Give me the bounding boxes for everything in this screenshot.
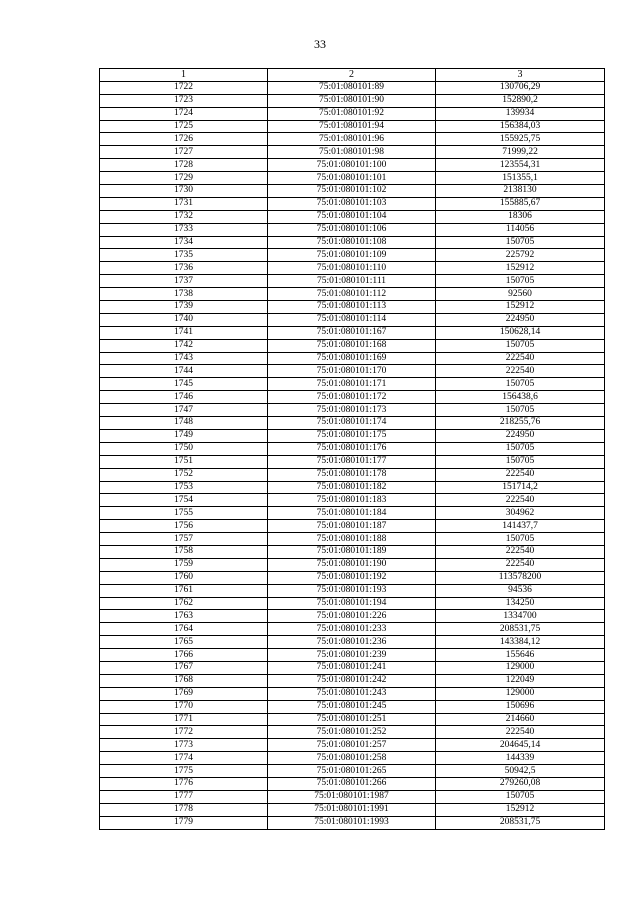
table-row: [100, 197, 605, 210]
row-number-cell: 1745: [100, 378, 268, 391]
value-cell: 150705: [436, 790, 605, 803]
cadastral-number-cell: 75:01:080101:245: [268, 700, 436, 713]
table-row: [100, 313, 605, 326]
row-number-cell: 1732: [100, 210, 268, 223]
table-row: [100, 107, 605, 120]
cadastral-number-cell: 75:01:080101:239: [268, 649, 436, 662]
table-row: [100, 326, 605, 339]
cadastral-number-cell: 75:01:080101:265: [268, 765, 436, 778]
table-row: [100, 223, 605, 236]
value-cell: 151355,1: [436, 172, 605, 185]
cadastral-number-cell: 75:01:080101:252: [268, 726, 436, 739]
row-number-cell: 1743: [100, 352, 268, 365]
value-cell: 1334700: [436, 610, 605, 623]
table-row: [100, 365, 605, 378]
row-number-cell: 1779: [100, 816, 268, 829]
cadastral-number-cell: 75:01:080101:167: [268, 326, 436, 339]
row-number-cell: 1778: [100, 803, 268, 816]
row-number-cell: 1763: [100, 610, 268, 623]
table-row: [100, 481, 605, 494]
value-cell: 150705: [436, 275, 605, 288]
data-table: [99, 68, 605, 830]
value-cell: 139934: [436, 107, 605, 120]
row-number-cell: 1723: [100, 94, 268, 107]
value-cell: 155925,75: [436, 133, 605, 146]
value-cell: 224950: [436, 313, 605, 326]
row-number-cell: 1744: [100, 365, 268, 378]
row-number-cell: 1776: [100, 777, 268, 790]
table-row: [100, 765, 605, 778]
value-cell: 279260,08: [436, 777, 605, 790]
value-cell: 222540: [436, 352, 605, 365]
cadastral-number-cell: 75:01:080101:170: [268, 365, 436, 378]
cadastral-number-cell: 75:01:080101:193: [268, 584, 436, 597]
row-number-cell: 1733: [100, 223, 268, 236]
row-number-cell: 1736: [100, 262, 268, 275]
value-cell: 129000: [436, 687, 605, 700]
value-cell: 222540: [436, 494, 605, 507]
row-number-cell: 1738: [100, 288, 268, 301]
value-cell: 123554,31: [436, 159, 605, 172]
value-cell: 114056: [436, 223, 605, 236]
cadastral-number-cell: 75:01:080101:109: [268, 249, 436, 262]
cadastral-number-cell: 75:01:080101:178: [268, 468, 436, 481]
table-row: [100, 442, 605, 455]
row-number-cell: 1726: [100, 133, 268, 146]
value-cell: 222540: [436, 365, 605, 378]
row-number-cell: 1772: [100, 726, 268, 739]
value-cell: 155646: [436, 649, 605, 662]
row-number-cell: 1748: [100, 417, 268, 430]
cadastral-number-cell: 75:01:080101:236: [268, 636, 436, 649]
value-cell: 152912: [436, 301, 605, 314]
table-row: [100, 636, 605, 649]
cadastral-number-cell: 75:01:080101:176: [268, 442, 436, 455]
value-cell: 156384,03: [436, 120, 605, 133]
value-cell: 151714,2: [436, 481, 605, 494]
table-row: [100, 661, 605, 674]
cadastral-number-cell: 75:01:080101:1991: [268, 803, 436, 816]
row-number-cell: 1777: [100, 790, 268, 803]
cadastral-number-cell: 75:01:080101:104: [268, 210, 436, 223]
table-row: [100, 610, 605, 623]
table-row: [100, 262, 605, 275]
cadastral-number-cell: 75:01:080101:92: [268, 107, 436, 120]
table-row: [100, 777, 605, 790]
cadastral-number-cell: 75:01:080101:108: [268, 236, 436, 249]
table-row: [100, 210, 605, 223]
value-cell: 224950: [436, 429, 605, 442]
row-number-cell: 1760: [100, 571, 268, 584]
table-row: [100, 597, 605, 610]
table-row: [100, 339, 605, 352]
value-cell: 218255,76: [436, 417, 605, 430]
table-row: [100, 120, 605, 133]
cadastral-number-cell: 75:01:080101:171: [268, 378, 436, 391]
table-row: [100, 352, 605, 365]
value-cell: 150705: [436, 533, 605, 546]
row-number-cell: 1773: [100, 739, 268, 752]
row-number-cell: 1728: [100, 159, 268, 172]
cadastral-number-cell: 75:01:080101:96: [268, 133, 436, 146]
cadastral-number-cell: 75:01:080101:102: [268, 185, 436, 198]
table-header-row: [100, 69, 605, 82]
value-cell: 150705: [436, 442, 605, 455]
table-row: [100, 816, 605, 829]
cadastral-number-cell: 75:01:080101:233: [268, 623, 436, 636]
table-row: [100, 533, 605, 546]
table-row: [100, 700, 605, 713]
row-number-cell: 1758: [100, 545, 268, 558]
table-row: [100, 391, 605, 404]
cadastral-number-cell: 75:01:080101:190: [268, 558, 436, 571]
cadastral-number-cell: 75:01:080101:257: [268, 739, 436, 752]
cadastral-number-cell: 75:01:080101:241: [268, 661, 436, 674]
cadastral-number-cell: 75:01:080101:172: [268, 391, 436, 404]
cadastral-number-cell: 75:01:080101:103: [268, 197, 436, 210]
table-row: [100, 455, 605, 468]
value-cell: 150705: [436, 378, 605, 391]
value-cell: 94536: [436, 584, 605, 597]
table-row: [100, 687, 605, 700]
table-row: [100, 558, 605, 571]
table-row: [100, 790, 605, 803]
row-number-cell: 1767: [100, 661, 268, 674]
row-number-cell: 1769: [100, 687, 268, 700]
table-row: [100, 275, 605, 288]
cadastral-number-cell: 75:01:080101:113: [268, 301, 436, 314]
cadastral-number-cell: 75:01:080101:175: [268, 429, 436, 442]
row-number-cell: 1724: [100, 107, 268, 120]
table-row: [100, 623, 605, 636]
value-cell: 150705: [436, 455, 605, 468]
table-row: [100, 713, 605, 726]
table-row: [100, 649, 605, 662]
table-row: [100, 520, 605, 533]
row-number-cell: 1727: [100, 146, 268, 159]
table-row: [100, 468, 605, 481]
table-row: [100, 301, 605, 314]
cadastral-number-cell: 75:01:080101:94: [268, 120, 436, 133]
row-number-cell: 1751: [100, 455, 268, 468]
table-row: [100, 288, 605, 301]
column-header-3: 3: [436, 69, 605, 82]
table-row: [100, 404, 605, 417]
cadastral-number-cell: 75:01:080101:110: [268, 262, 436, 275]
cadastral-number-cell: 75:01:080101:266: [268, 777, 436, 790]
row-number-cell: 1768: [100, 674, 268, 687]
value-cell: 222540: [436, 468, 605, 481]
value-cell: 152912: [436, 262, 605, 275]
row-number-cell: 1757: [100, 533, 268, 546]
cadastral-number-cell: 75:01:080101:169: [268, 352, 436, 365]
cadastral-number-cell: 75:01:080101:174: [268, 417, 436, 430]
row-number-cell: 1765: [100, 636, 268, 649]
value-cell: 225792: [436, 249, 605, 262]
cadastral-number-cell: 75:01:080101:101: [268, 172, 436, 185]
cadastral-number-cell: 75:01:080101:192: [268, 571, 436, 584]
cadastral-number-cell: 75:01:080101:183: [268, 494, 436, 507]
row-number-cell: 1730: [100, 185, 268, 198]
cadastral-number-cell: 75:01:080101:98: [268, 146, 436, 159]
value-cell: 150705: [436, 339, 605, 352]
row-number-cell: 1750: [100, 442, 268, 455]
value-cell: 208531,75: [436, 623, 605, 636]
table-row: [100, 172, 605, 185]
row-number-cell: 1766: [100, 649, 268, 662]
cadastral-number-cell: 75:01:080101:90: [268, 94, 436, 107]
row-number-cell: 1737: [100, 275, 268, 288]
value-cell: 141437,7: [436, 520, 605, 533]
value-cell: 208531,75: [436, 816, 605, 829]
table-row: [100, 378, 605, 391]
row-number-cell: 1741: [100, 326, 268, 339]
value-cell: 144339: [436, 752, 605, 765]
value-cell: 71999,22: [436, 146, 605, 159]
cadastral-number-cell: 75:01:080101:89: [268, 81, 436, 94]
cadastral-number-cell: 75:01:080101:182: [268, 481, 436, 494]
cadastral-number-cell: 75:01:080101:168: [268, 339, 436, 352]
row-number-cell: 1746: [100, 391, 268, 404]
row-number-cell: 1771: [100, 713, 268, 726]
row-number-cell: 1729: [100, 172, 268, 185]
row-number-cell: 1752: [100, 468, 268, 481]
table-row: [100, 584, 605, 597]
row-number-cell: 1735: [100, 249, 268, 262]
row-number-cell: 1742: [100, 339, 268, 352]
table-row: [100, 674, 605, 687]
table-row: [100, 146, 605, 159]
cadastral-number-cell: 75:01:080101:258: [268, 752, 436, 765]
cadastral-number-cell: 75:01:080101:111: [268, 275, 436, 288]
table-row: [100, 236, 605, 249]
column-header-1: 1: [100, 69, 268, 82]
row-number-cell: 1722: [100, 81, 268, 94]
cadastral-number-cell: 75:01:080101:112: [268, 288, 436, 301]
value-cell: 156438,6: [436, 391, 605, 404]
value-cell: 150705: [436, 236, 605, 249]
cadastral-number-cell: 75:01:080101:251: [268, 713, 436, 726]
value-cell: 150628,14: [436, 326, 605, 339]
cadastral-number-cell: 75:01:080101:187: [268, 520, 436, 533]
row-number-cell: 1753: [100, 481, 268, 494]
cadastral-number-cell: 75:01:080101:243: [268, 687, 436, 700]
value-cell: 152912: [436, 803, 605, 816]
table-row: [100, 571, 605, 584]
value-cell: 50942,5: [436, 765, 605, 778]
row-number-cell: 1774: [100, 752, 268, 765]
cadastral-number-cell: 75:01:080101:189: [268, 545, 436, 558]
table-row: [100, 159, 605, 172]
cadastral-number-cell: 75:01:080101:100: [268, 159, 436, 172]
table-row: [100, 739, 605, 752]
row-number-cell: 1762: [100, 597, 268, 610]
table-row: [100, 752, 605, 765]
cadastral-number-cell: 75:01:080101:1987: [268, 790, 436, 803]
row-number-cell: 1755: [100, 507, 268, 520]
row-number-cell: 1749: [100, 429, 268, 442]
value-cell: 304962: [436, 507, 605, 520]
value-cell: 222540: [436, 726, 605, 739]
row-number-cell: 1764: [100, 623, 268, 636]
value-cell: 143384,12: [436, 636, 605, 649]
row-number-cell: 1754: [100, 494, 268, 507]
cadastral-number-cell: 75:01:080101:1993: [268, 816, 436, 829]
value-cell: 222540: [436, 558, 605, 571]
table-row: [100, 545, 605, 558]
table-row: [100, 81, 605, 94]
value-cell: 152890,2: [436, 94, 605, 107]
value-cell: 92560: [436, 288, 605, 301]
table-body: [100, 81, 605, 829]
row-number-cell: 1740: [100, 313, 268, 326]
value-cell: 204645,14: [436, 739, 605, 752]
row-number-cell: 1725: [100, 120, 268, 133]
row-number-cell: 1770: [100, 700, 268, 713]
value-cell: 18306: [436, 210, 605, 223]
table-row: [100, 185, 605, 198]
value-cell: 2138130: [436, 185, 605, 198]
value-cell: 122049: [436, 674, 605, 687]
row-number-cell: 1734: [100, 236, 268, 249]
page-number: 33: [314, 37, 326, 51]
table-row: [100, 726, 605, 739]
cadastral-number-cell: 75:01:080101:188: [268, 533, 436, 546]
table-row: [100, 249, 605, 262]
row-number-cell: 1739: [100, 301, 268, 314]
row-number-cell: 1747: [100, 404, 268, 417]
cadastral-number-cell: 75:01:080101:114: [268, 313, 436, 326]
row-number-cell: 1731: [100, 197, 268, 210]
cadastral-number-cell: 75:01:080101:242: [268, 674, 436, 687]
table-row: [100, 507, 605, 520]
cadastral-number-cell: 75:01:080101:177: [268, 455, 436, 468]
table-row: [100, 429, 605, 442]
cadastral-number-cell: 75:01:080101:184: [268, 507, 436, 520]
table-row: [100, 417, 605, 430]
table-row: [100, 803, 605, 816]
row-number-cell: 1761: [100, 584, 268, 597]
value-cell: 129000: [436, 661, 605, 674]
value-cell: 150696: [436, 700, 605, 713]
row-number-cell: 1756: [100, 520, 268, 533]
row-number-cell: 1775: [100, 765, 268, 778]
value-cell: 150705: [436, 404, 605, 417]
value-cell: 134250: [436, 597, 605, 610]
table-row: [100, 94, 605, 107]
row-number-cell: 1759: [100, 558, 268, 571]
cadastral-number-cell: 75:01:080101:106: [268, 223, 436, 236]
table-row: [100, 133, 605, 146]
cadastral-number-cell: 75:01:080101:173: [268, 404, 436, 417]
table-row: [100, 494, 605, 507]
cadastral-number-cell: 75:01:080101:194: [268, 597, 436, 610]
value-cell: 222540: [436, 545, 605, 558]
value-cell: 130706,29: [436, 81, 605, 94]
value-cell: 214660: [436, 713, 605, 726]
column-header-2: 2: [268, 69, 436, 82]
value-cell: 155885,67: [436, 197, 605, 210]
cadastral-number-cell: 75:01:080101:226: [268, 610, 436, 623]
value-cell: 113578200: [436, 571, 605, 584]
